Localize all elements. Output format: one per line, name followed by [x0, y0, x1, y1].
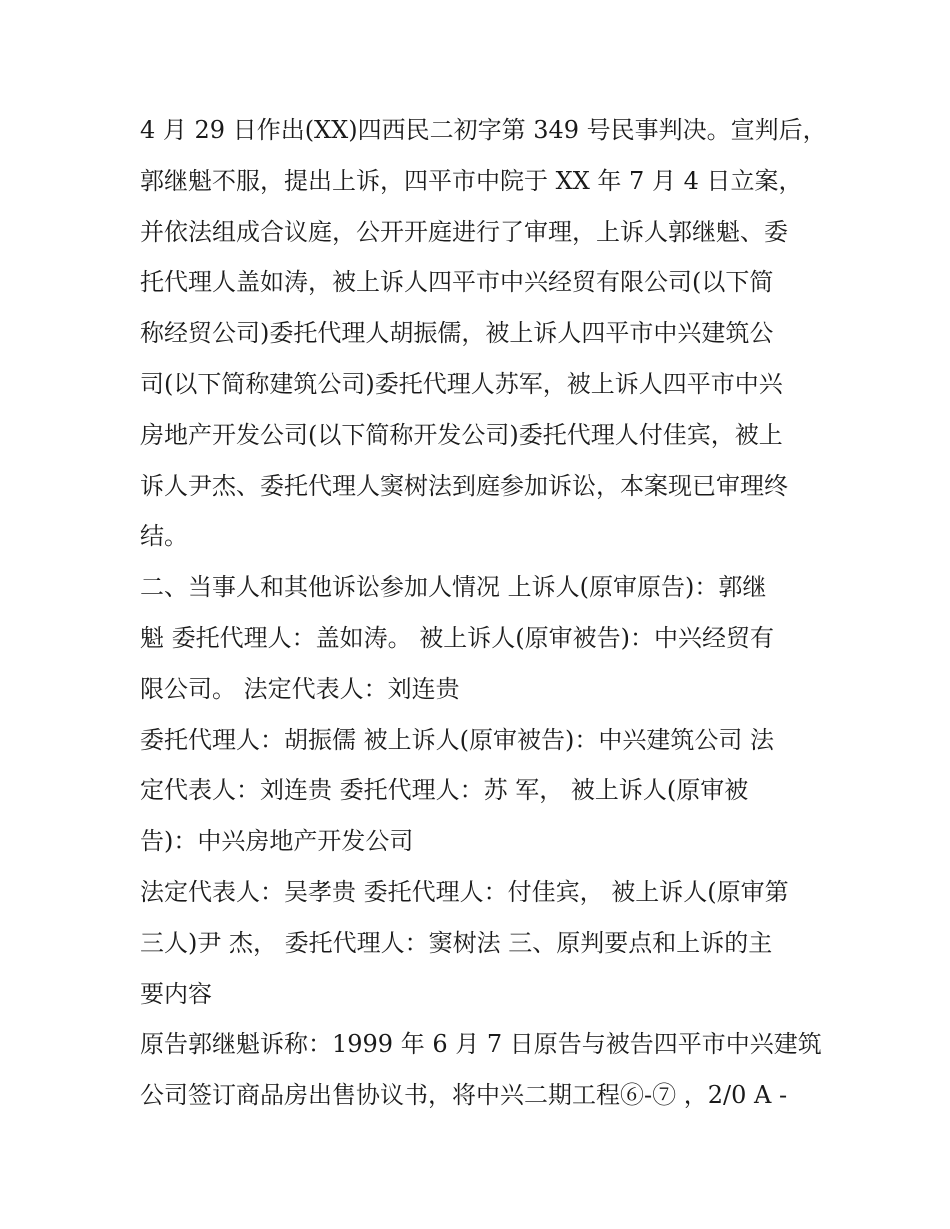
- text-line: 告)：中兴房地产开发公司: [140, 827, 414, 856]
- text-line: 魁 委托代理人：盖如涛。 被上诉人(原审被告)：中兴经贸有: [140, 623, 774, 652]
- text-line: 称经贸公司)委托代理人胡振儒，被上诉人四平市中兴建筑公: [140, 319, 774, 348]
- text-line: 定代表人：刘连贵 委托代理人：苏 军， 被上诉人(原审被: [140, 776, 749, 805]
- section-heading-line: 三人)尹 杰， 委托代理人：窦树法 三、原判要点和上诉的主: [140, 928, 773, 957]
- text-line: 4 月 29 日作出(XX)四西民二初字第 349 号民事判决。宣判后，: [140, 116, 827, 144]
- text-line: 结。: [140, 522, 188, 551]
- document-body: [140, 105, 840, 1121]
- text-line: 诉人尹杰、委托代理人窦树法到庭参加诉讼，本案现已审理终: [140, 471, 788, 500]
- text-line: 要内容: [140, 979, 212, 1008]
- text-line: 公司签订商品房出售协议书，将中兴二期工程⑥-⑦ ，2/0 A -: [140, 1081, 788, 1110]
- text-line: 法定代表人：吴孝贵 委托代理人：付佳宾， 被上诉人(原审第: [140, 877, 789, 906]
- text-line: 并依法组成合议庭，公开开庭进行了审理，上诉人郭继魁、委: [140, 217, 788, 246]
- text-line: 郭继魁不服，提出上诉，四平市中院于 XX 年 7 月 4 日立案，: [140, 166, 803, 195]
- text-line: 托代理人盖如涛，被上诉人四平市中兴经贸有限公司(以下简: [140, 268, 774, 297]
- section-heading-line: 二、当事人和其他诉讼参加人情况 上诉人(原审原告)：郭继: [140, 573, 767, 602]
- text-line: 房地产开发公司(以下简称开发公司)委托代理人付佳宾，被上: [140, 420, 783, 449]
- text-line: 限公司。 法定代表人：刘连贵: [140, 674, 460, 703]
- text-line: 委托代理人：胡振儒 被上诉人(原审被告)：中兴建筑公司 法: [140, 725, 774, 754]
- text-line: 原告郭继魁诉称：1999 年 6 月 7 日原告与被告四平市中兴建筑: [140, 1030, 822, 1059]
- text-line: 司(以下简称建筑公司)委托代理人苏军，被上诉人四平市中兴: [140, 369, 783, 398]
